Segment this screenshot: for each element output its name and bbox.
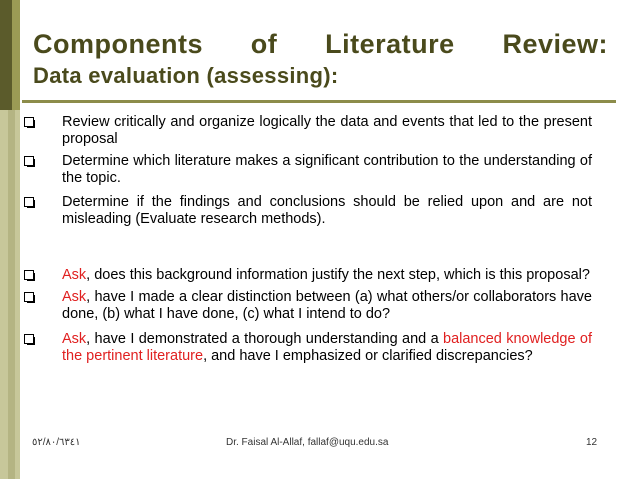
- bullet-text: , have I demonstrated a thorough understanding and a: [86, 331, 444, 347]
- bullet-text: Determine if the findings and conclusions should be relied upon and are not misleading (Evaluate research methods).: [62, 194, 592, 227]
- sidebar-mid-band: [12, 0, 20, 110]
- slide-subtitle: Data evaluation (assessing):: [33, 63, 339, 88]
- bullet-text: , have I made a clear distinction between (a) what others/or collaborators have done, (b) what I have done, (c) what I intend to do?: [62, 289, 592, 322]
- bullet-highlight-text: Ask: [62, 289, 87, 305]
- bullet-item: [24, 153, 592, 187]
- bullet-item: [24, 289, 592, 323]
- bullet-text: , does this background information justify the next step, which is this proposal?: [86, 267, 590, 283]
- bullet-text: Determine which literature makes a significant contribution to the understanding of the topic.: [62, 153, 592, 186]
- bullet-highlight-text: Ask: [62, 331, 87, 347]
- footer-date: ١٤٣٦/٠٨/٢٥: [32, 437, 81, 448]
- bullet-list: [24, 114, 592, 365]
- square-bullet-icon: [24, 270, 34, 280]
- bullet-text: Review critically and organize logically the data and events that led to the present proposal: [62, 114, 592, 147]
- bullet-highlight-text: Ask: [62, 267, 87, 283]
- sidebar-light-band: [0, 110, 20, 479]
- sidebar-inner-band: [8, 110, 15, 479]
- bullet-highlight-text: balanced knowledge of the pertinent literature: [62, 331, 593, 364]
- square-bullet-icon: [24, 334, 34, 344]
- bullet-item: [24, 114, 592, 148]
- footer-author: Dr. Faisal Al-Allaf, fallaf@uqu.edu.sa: [226, 437, 389, 448]
- footer-page-number: 12: [586, 437, 598, 448]
- sidebar-dark-band: [0, 0, 12, 110]
- slide-title: Components of Literature Review:: [33, 29, 608, 59]
- title-divider: [22, 100, 616, 103]
- bullet-text: , and have I emphasized or clarified discrepancies?: [203, 348, 533, 364]
- title-block: [33, 28, 608, 90]
- square-bullet-icon: [24, 117, 34, 127]
- square-bullet-icon: [24, 197, 34, 207]
- square-bullet-icon: [24, 292, 34, 302]
- bullet-item: [24, 267, 592, 284]
- bullet-item: [24, 331, 592, 365]
- bullet-item: [24, 194, 592, 228]
- square-bullet-icon: [24, 156, 34, 166]
